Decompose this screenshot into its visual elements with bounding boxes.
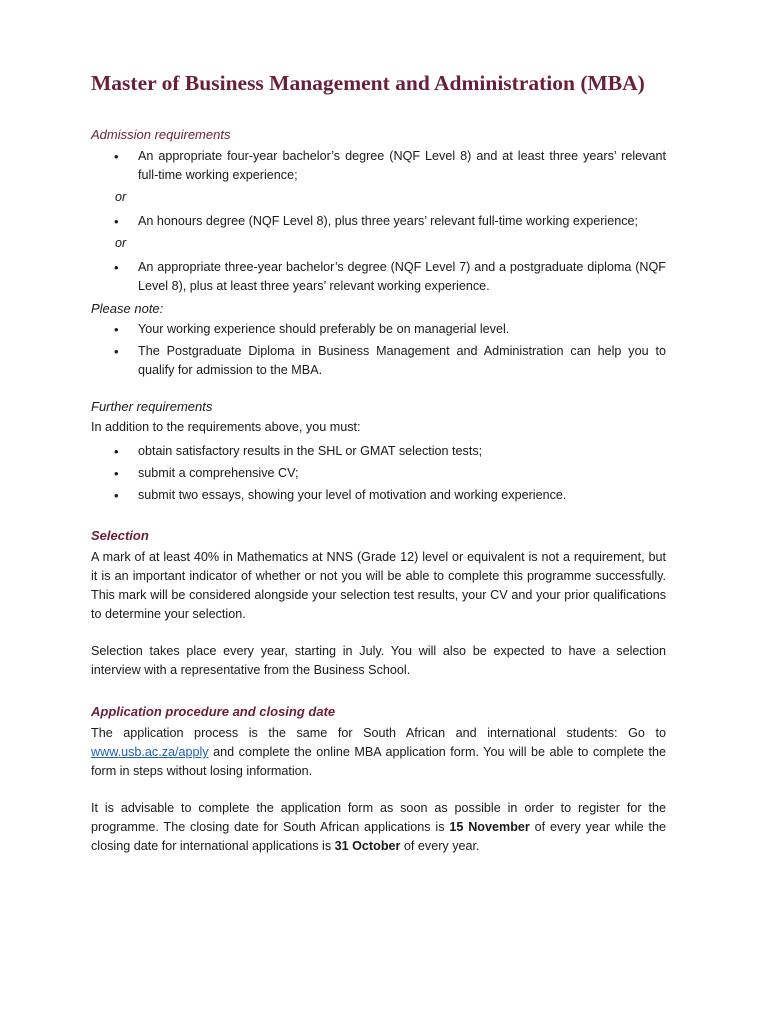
admission-list-2 [91,212,666,231]
further-item-2: • submit a comprehensive CV; [91,464,666,483]
admission-list-3 [91,258,666,296]
please-note-label: Please note: [91,301,164,316]
closing-text-a: It is advisable to complete the application form as soon as possible in order to register for the programme. The closing date for South African applications is [91,801,666,834]
further-list [91,442,666,505]
further-intro: In addition to the requirements above, you must: [91,420,361,434]
closing-text-c: of every year. [400,839,480,853]
note-item-1: • Your working experience should preferably be on managerial level. [91,320,666,339]
application-paragraph-1 [91,724,666,781]
selection-heading: Selection [91,528,149,543]
page-title: Master of Business Management and Administration (MBA) [91,71,645,95]
application-paragraph-2 [91,799,666,856]
or-separator-2: or [115,236,127,250]
application-heading: Application procedure and closing date [91,704,336,719]
admission-item-3: • An appropriate three-year bachelor’s degree (NQF Level 7) and a postgraduate diploma (NQF Level 8), plus at least three years’ relevant working experience. [91,258,666,296]
selection-paragraph-2: Selection takes place every year, starting in July. You will also be expected to have a selection interview with a representative from the Business School. [91,644,666,677]
application-text-a: The application process is the same for South African and international students: Go to [91,726,666,740]
admission-heading: Admission requirements [91,127,231,142]
notes-list [91,320,666,380]
admission-item-1: • An appropriate four-year bachelor’s degree (NQF Level 8) and at least three years’ relevant full-time working experience; [91,147,666,185]
closing-date-sa: 15 November [449,820,530,834]
admission-item-2: • An honours degree (NQF Level 8), plus three years’ relevant full-time working experience; [91,212,666,231]
further-requirements-heading: Further requirements [91,399,213,414]
closing-text-b: of every year while the closing date for international applications is [91,820,667,853]
admission-list [91,147,666,185]
apply-link[interactable]: www.usb.ac.za/apply [91,745,209,759]
further-item-1: • obtain satisfactory results in the SHL or GMAT selection tests; [91,442,666,461]
closing-date-intl: 31 October [334,839,401,853]
selection-paragraph-1: A mark of at least 40% in Mathematics at NNS (Grade 12) level or equivalent is not a requirement, but it is an important indicator of whether or not you will be able to complete this programme successfully. This mark will be considered alongside your selection test results, your CV and your prior qualifications to determine your selection. [91,550,666,621]
or-separator-1: or [115,190,127,204]
further-item-3: • submit two essays, showing your level of motivation and working experience. [91,486,666,505]
application-text-b: and complete the online MBA application form. You will be able to complete the form in steps without losing information. [91,745,666,778]
note-item-2: • The Postgraduate Diploma in Business Management and Administration can help you to qualify for admission to the MBA. [91,342,666,380]
